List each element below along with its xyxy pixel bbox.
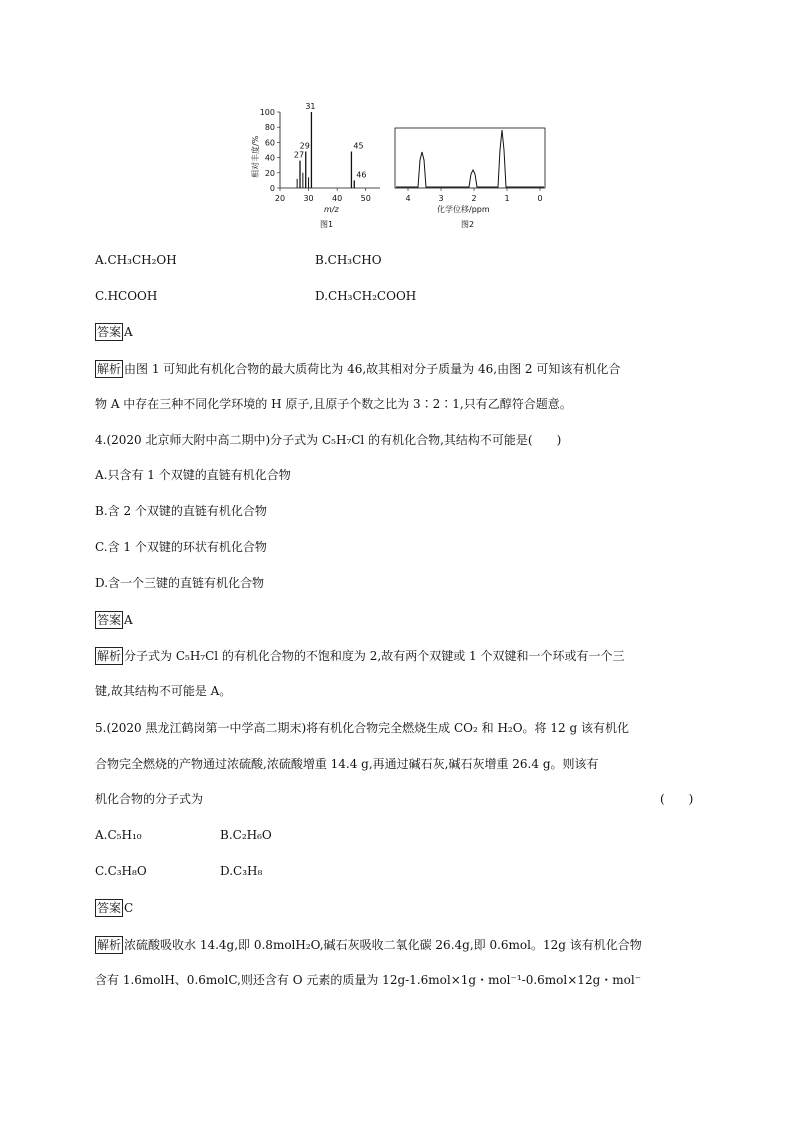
q4-answer-value: A (124, 613, 133, 627)
fig1-peak-label: 46 (356, 170, 367, 180)
fig2-x-tick-label: 4 (405, 194, 411, 203)
q4-analysis-text-1: 分子式为 C₅H₇Cl 的有机化合物的不饱和度为 2,故有两个双键或 1 个双键和一个环或有一个三 (124, 649, 625, 663)
q4-option-a: A.只含有 1 个双键的直链有机化合物 (95, 468, 291, 482)
fig2-x-ticks (405, 188, 542, 203)
fig2-x-axis-label: 化学位移/ppm (437, 205, 490, 214)
fig1-x-tick-label: 50 (360, 194, 371, 203)
q5-options-row-2 (95, 863, 263, 879)
q4-option-b: B.含 2 个双键的直链有机化合物 (95, 504, 267, 518)
q3-options-row-1 (95, 252, 382, 268)
q3-option-c: C.HCOOH (95, 289, 158, 303)
q5-answer-blank: ( ) (660, 792, 694, 806)
q4-stem (95, 432, 561, 448)
q5-option-a: A.C₅H₁₀ (95, 828, 142, 842)
fig1-y-tick-label: 40 (264, 153, 275, 163)
fig1-caption: 图1 (320, 220, 334, 229)
q3-options-row-2 (95, 288, 417, 304)
q5-option-d: D.C₃H₈ (220, 864, 263, 878)
analysis-tag: 解析 (97, 362, 122, 376)
q3-option-b: B.CH₃CHO (315, 253, 382, 267)
q5-answer (95, 899, 133, 917)
q4-stem-text: 4.(2020 北京师大附中高二期中)分子式为 C₅H₇Cl 的有机化合物,其结构不可能是( ) (95, 433, 562, 447)
mass-spectrum-chart (250, 102, 380, 229)
answer-tag: 答案 (97, 613, 122, 627)
fig1-y-tick-label: 100 (259, 108, 275, 117)
q5-stem-line-2 (95, 756, 599, 772)
nmr-spectrum-chart (395, 128, 545, 229)
q3-answer-value: A (124, 325, 133, 339)
fig1-x-axis-label: m/z (324, 205, 339, 214)
fig1-x-tick-label: 20 (274, 194, 286, 203)
fig1-y-tick-label: 80 (264, 123, 275, 133)
q4-analysis-text-2: 键,故其结构不可能是 A。 (95, 684, 232, 698)
q5-analysis-text-1: 浓硫酸吸收水 14.4g,即 0.8molH₂O,碱石灰吸收二氧化碳 26.4g,即 0.6mol。12g 该有机化合物 (124, 938, 642, 952)
q5-stem-line-3 (95, 791, 705, 807)
fig1-peaks (294, 102, 367, 188)
fig1-x-tick-label: 30 (303, 194, 314, 203)
q5-answer-value: C (124, 901, 134, 915)
fig2-x-tick-label: 0 (537, 194, 543, 203)
q3-analysis-text-1: 由图 1 可知此有机化合物的最大质荷比为 46,故其相对分子质量为 46,由图 2 可知该有机化合 (124, 362, 621, 376)
fig2-spectrum-line (396, 130, 544, 187)
fig1-y-tick-label: 0 (269, 184, 275, 193)
fig1-x-tick-label: 40 (332, 194, 343, 203)
fig2-caption: 图2 (461, 220, 475, 229)
q5-option-c: C.C₃H₈O (95, 864, 147, 878)
q5-stem-line-1 (95, 720, 629, 736)
fig2-x-tick-label: 1 (504, 194, 510, 203)
fig1-x-ticks (275, 188, 371, 203)
q4-analysis-line-2 (95, 683, 231, 699)
fig1-y-axis-label: 相对丰度/% (251, 135, 260, 178)
q5-stem-text-3: 机化合物的分子式为 (95, 792, 204, 806)
q5-stem-text-2: 合物完全燃烧的产物通过浓硫酸,浓硫酸增重 14.4 g,再通过碱石灰,碱石灰增重 26.4 g。则该有 (95, 757, 599, 771)
q3-option-a: A.CH₃CH₂OH (95, 253, 177, 267)
analysis-tag: 解析 (97, 649, 122, 663)
fig1-y-ticks (260, 108, 280, 193)
q5-stem-text-1: 5.(2020 黑龙江鹤岗第一中学高二期末)将有机化合物完全燃烧生成 CO₂ 和 H₂O。将 12 g 该有机化 (95, 721, 629, 735)
q5-analysis-line-2 (95, 972, 641, 988)
fig2-x-tick-label: 3 (438, 194, 444, 203)
answer-tag: 答案 (97, 901, 122, 915)
q4-option-d: D.含一个三键的直链有机化合物 (95, 576, 265, 590)
q3-analysis-text-2: 物 A 中存在三种不同化学环境的 H 原子,且原子个数之比为 3∶2∶1,只有乙醇符合题意。 (95, 397, 572, 411)
fig2-x-tick-label: 2 (471, 194, 477, 203)
fig1-peak-label: 31 (305, 102, 316, 111)
q3-option-d: D.CH₃CH₂COOH (315, 289, 417, 303)
q4-answer (95, 611, 133, 629)
fig1-peak-label: 27 (293, 150, 305, 160)
q3-analysis-line-2 (95, 396, 572, 412)
fig1-peak-label: 29 (299, 141, 310, 151)
q4-analysis-line-1 (95, 647, 624, 665)
spectra-figure (240, 100, 560, 235)
q5-analysis-line-1 (95, 936, 642, 954)
q5-analysis-text-2: 含有 1.6molH、0.6molC,则还含有 O 元素的质量为 12g-1.6mol×1g・mol⁻¹-0.6mol×12g・mol⁻ (95, 973, 642, 987)
answer-tag: 答案 (97, 325, 122, 339)
q3-analysis-line-1 (95, 360, 620, 378)
q5-option-b: B.C₂H₆O (220, 828, 272, 842)
q5-options-row-1 (95, 827, 272, 843)
q4-option-c: C.含 1 个双键的环状有机化合物 (95, 540, 267, 554)
fig1-y-tick-label: 20 (264, 168, 275, 178)
fig1-peak-label: 45 (353, 141, 364, 151)
fig1-y-tick-label: 60 (264, 138, 275, 148)
q3-answer (95, 323, 133, 341)
analysis-tag: 解析 (97, 938, 122, 952)
